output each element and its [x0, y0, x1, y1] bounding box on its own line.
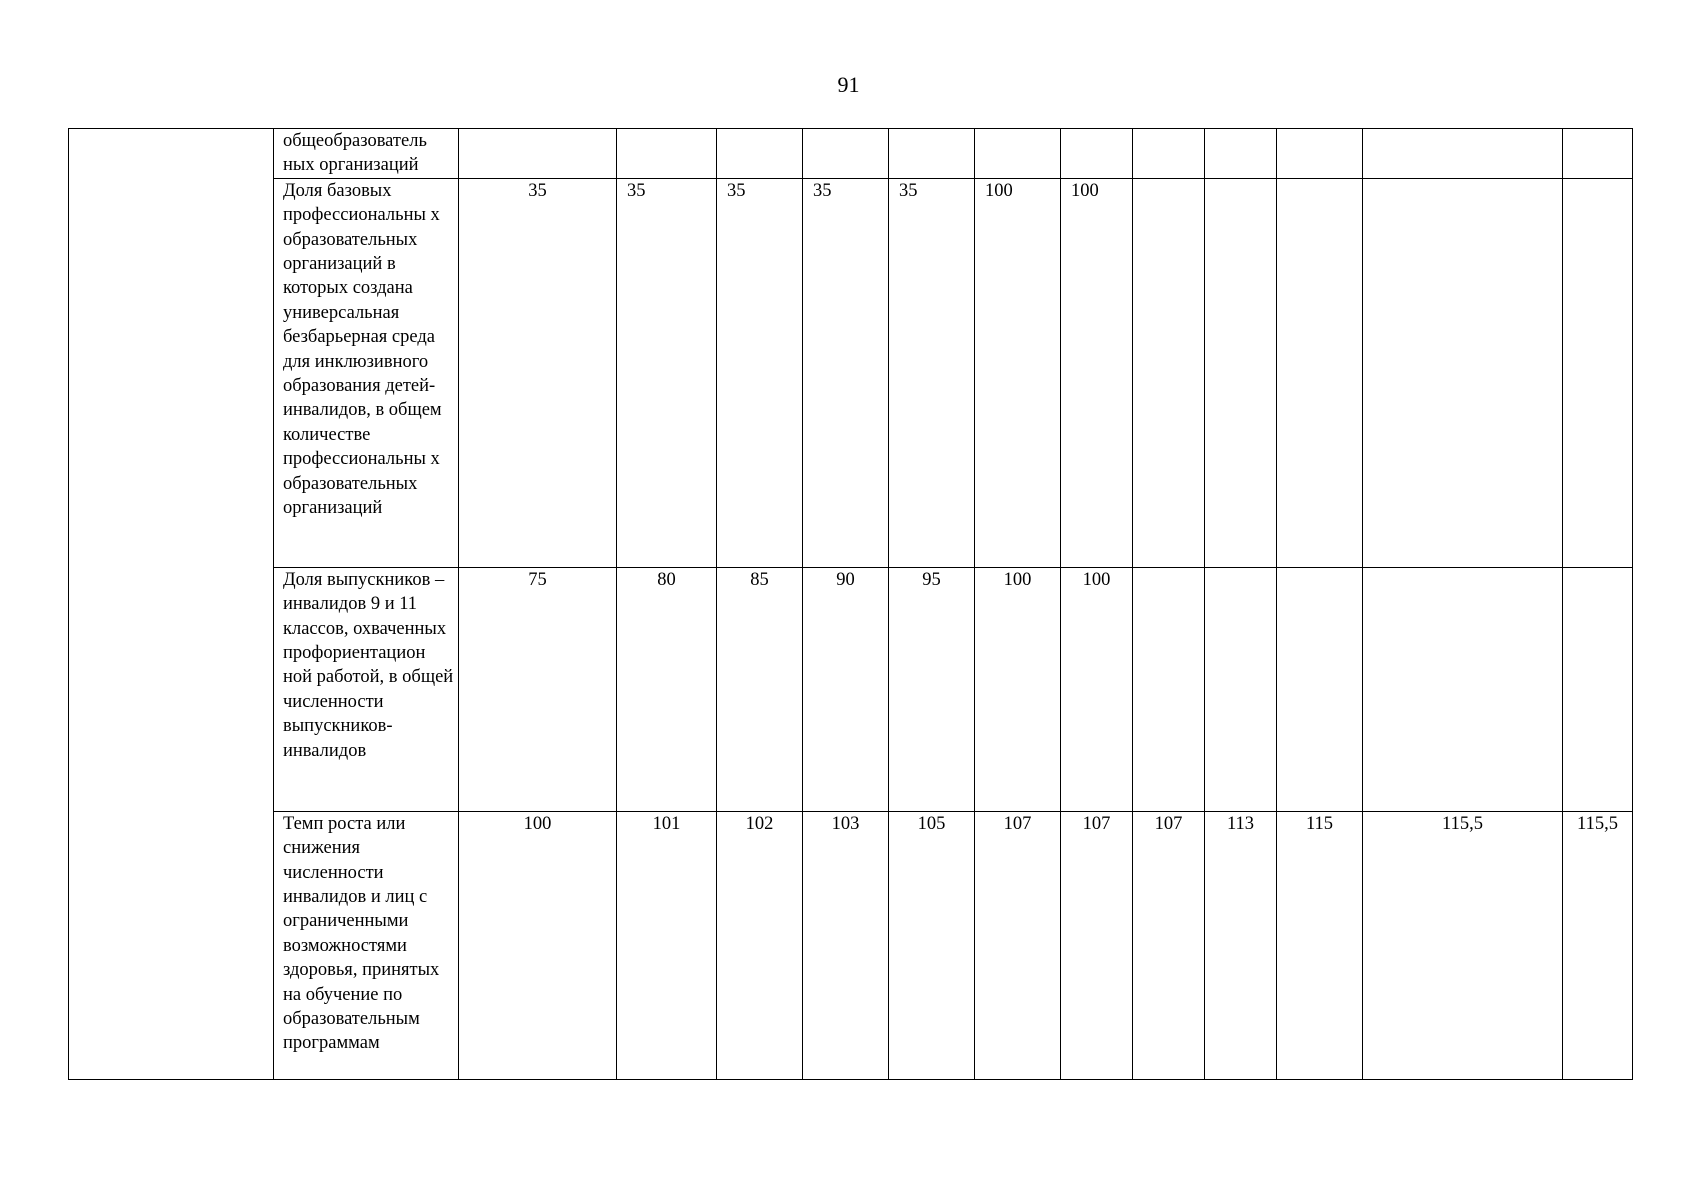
indicator-label	[274, 129, 459, 179]
value-cell	[889, 129, 975, 179]
value-cell	[975, 129, 1061, 179]
value-cell: 100	[975, 178, 1061, 567]
value-cell: 35	[617, 178, 717, 567]
indicator-label: Доля выпускников – инвалидов 9 и 11 классов, охваченных профориентацион ной работой, в общей численности выпускников-инвалидов	[274, 567, 459, 811]
value-cell: 115,5	[1563, 811, 1633, 1079]
value-cell	[1277, 567, 1363, 811]
value-cell: 103	[803, 811, 889, 1079]
value-cell	[1363, 129, 1563, 179]
indicator-label-line: ных организаций	[283, 155, 419, 176]
value-cell: 35	[717, 178, 803, 567]
value-cell	[717, 129, 803, 179]
value-cell: 35	[459, 178, 617, 567]
value-cell	[1563, 567, 1633, 811]
value-cell	[1205, 178, 1277, 567]
value-cell: 85	[717, 567, 803, 811]
value-cell: 100	[975, 567, 1061, 811]
value-cell: 107	[975, 811, 1061, 1079]
value-cell: 113	[1205, 811, 1277, 1079]
value-cell: 107	[1061, 811, 1133, 1079]
value-cell: 90	[803, 567, 889, 811]
value-cell: 105	[889, 811, 975, 1079]
value-cell	[617, 129, 717, 179]
value-cell	[1205, 129, 1277, 179]
value-cell	[803, 129, 889, 179]
value-cell: 115,5	[1363, 811, 1563, 1079]
empty-left-column-cell	[69, 129, 274, 1080]
value-cell: 95	[889, 567, 975, 811]
value-cell: 100	[1061, 567, 1133, 811]
page-number: 91	[837, 72, 860, 97]
value-cell	[459, 129, 617, 179]
value-cell: 102	[717, 811, 803, 1079]
table-row	[69, 129, 1633, 179]
value-cell: 35	[889, 178, 975, 567]
value-cell	[1205, 567, 1277, 811]
value-cell: 100	[1061, 178, 1133, 567]
indicator-label-line: общеобразователь	[283, 131, 427, 151]
value-cell	[1563, 178, 1633, 567]
value-cell	[1133, 129, 1205, 179]
value-cell	[1563, 129, 1633, 179]
table-row	[69, 811, 1633, 1079]
value-cell	[1061, 129, 1133, 179]
value-cell: 101	[617, 811, 717, 1079]
indicator-label: Доля базовых профессиональны х образовательных организаций в которых создана универсальная безбарьерная среда для инклюзивного образования детей-инвалидов, в общем количестве профессиональны х образовательных организаций	[274, 178, 459, 567]
value-cell	[1363, 178, 1563, 567]
value-cell	[1277, 178, 1363, 567]
value-cell: 115	[1277, 811, 1363, 1079]
value-cell: 107	[1133, 811, 1205, 1079]
value-cell: 80	[617, 567, 717, 811]
table-row	[69, 178, 1633, 567]
value-cell	[1277, 129, 1363, 179]
value-cell: 100	[459, 811, 617, 1079]
value-cell	[1133, 567, 1205, 811]
value-cell: 75	[459, 567, 617, 811]
value-cell: 35	[803, 178, 889, 567]
table-row	[69, 567, 1633, 811]
indicators-table	[68, 128, 1633, 1080]
value-cell	[1133, 178, 1205, 567]
value-cell	[1363, 567, 1563, 811]
indicator-label: Темп роста или снижения численности инвалидов и лиц с ограниченными возможностями здоровья, принятых на обучение по образовательным программам	[274, 811, 459, 1079]
